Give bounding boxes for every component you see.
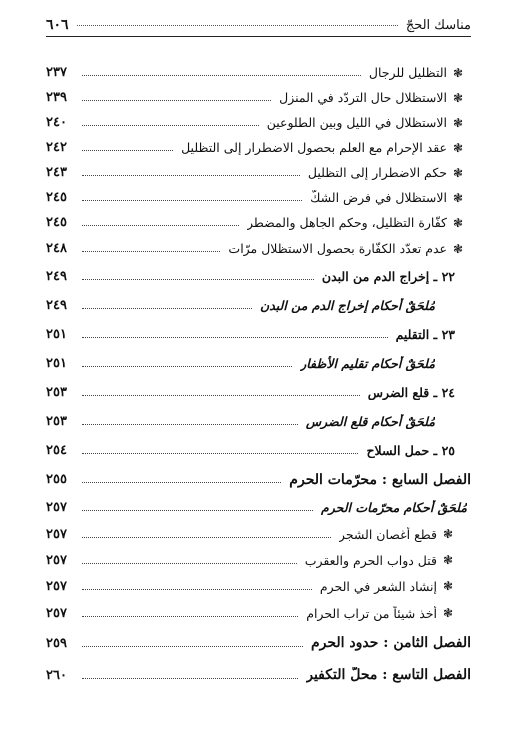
toc-entry-page: ٢٤٢ [46,140,67,155]
toc-leader-dots [82,537,331,538]
toc-entry-page: ٢٤٣ [46,165,67,180]
table-of-contents [46,60,471,691]
toc-entry [46,235,471,262]
toc-entry-page: ٢٥٧ [46,526,67,542]
toc-entry [46,407,471,436]
running-title: مناسك الحجّ [405,17,471,33]
toc-leader-dots [82,678,298,679]
toc-entry-page: ٢٥٧ [46,605,67,621]
toc-chapter [46,465,471,494]
toc-entry-title: قتل دواب الحرم والعقرب [304,552,437,568]
toc-leader-dots [82,279,314,280]
toc-entry-title: مُلحَقٌ أحكام إخراج الدم من البدن [260,298,435,313]
toc-entry-page: ٢٤٥ [46,215,67,230]
toc-leader-dots [82,453,358,454]
toc-chapter [46,659,471,691]
toc-entry-page: ٢٥١ [46,356,67,371]
toc-entry-page: ٢٥١ [46,327,67,342]
toc-entry-title: الاستظلال في الليل وبين الطلوعين [266,115,447,130]
toc-entry [46,599,471,627]
toc-chapter [46,627,471,659]
toc-leader-dots [82,225,239,226]
page-number: ٦٠٦ [46,17,69,33]
toc-entry-title: التظليل للرجال [368,65,447,80]
toc-entry-page: ٢٥٧ [46,500,67,515]
toc-entry [46,85,471,110]
toc-entry-title: مُلحَقٌ أحكام محرّمات الحرم [321,500,467,515]
flower-bullet-icon: ❃ [442,527,454,541]
toc-entry-title: ٢٥ ـ حمل السلاح [366,443,455,458]
toc-entry [46,185,471,210]
toc-leader-dots [82,616,298,617]
toc-leader-dots [82,175,300,176]
toc-leader-dots [82,563,297,564]
toc-chapter-title: الفصل التاسع : محلّ التكفير [306,667,471,683]
flower-bullet-icon: ❃ [452,90,464,105]
toc-entry [46,160,471,185]
header-leader-dots [77,25,398,26]
toc-entry-title: قطع أغصان الشجر [338,526,437,542]
toc-entry-title: حكم الاضطرار إلى التظليل [307,165,447,180]
flower-bullet-icon: ❃ [452,190,464,205]
toc-leader-dots [82,100,271,101]
toc-entry-page: ٢٥٣ [46,385,67,400]
toc-entry-title: الاستظلال حال التردّد في المنزل [279,90,447,105]
toc-entry-page: ٢٥٤ [46,443,67,458]
flower-bullet-icon: ❃ [442,606,454,620]
toc-entry-page: ٢٥٣ [46,414,67,429]
toc-entry-page: ٢٣٧ [46,65,67,80]
toc-entry-title: عدم تعدّد الكفّارة بحصول الاستظلال مرّات [228,241,447,256]
toc-entry [46,262,471,291]
toc-entry [46,60,471,85]
toc-entry [46,210,471,235]
toc-leader-dots [82,395,360,396]
toc-entry-page: ٢٤٩ [46,269,67,284]
toc-entry [46,494,471,521]
toc-leader-dots [82,125,259,126]
toc-entry-title: ٢٢ ـ إخراج الدم من البدن [321,269,455,284]
flower-bullet-icon: ❃ [442,553,454,567]
toc-leader-dots [82,589,312,590]
toc-entry [46,110,471,135]
toc-leader-dots [82,251,220,252]
toc-leader-dots [82,75,361,76]
toc-entry [46,521,471,547]
flower-bullet-icon: ❃ [452,215,464,230]
toc-leader-dots [82,308,252,309]
toc-leader-dots [82,200,302,201]
toc-entry-title: إنشاد الشعر في الحرم [319,578,437,594]
toc-entry-page: ٢٥٩ [46,635,67,651]
toc-entry [46,320,471,349]
toc-entry-title: ٢٤ ـ قلع الضرس [367,385,455,400]
toc-entry [46,291,471,320]
toc-entry-page: ٢٤٨ [46,241,67,256]
toc-leader-dots [82,337,388,338]
toc-leader-dots [82,482,281,483]
toc-entry [46,547,471,573]
toc-entry-title: أخذ شيئاً من تراب الحرام [306,605,437,621]
toc-leader-dots [82,510,313,511]
page-header [46,14,471,37]
toc-chapter-title: الفصل السابع : محرّمات الحرم [289,471,471,488]
toc-entry-title: كفّارة التظليل، وحكم الجاهل والمضطر [246,215,447,230]
flower-bullet-icon: ❃ [452,241,464,256]
flower-bullet-icon: ❃ [452,140,464,155]
toc-entry-page: ٢٤٩ [46,298,67,313]
toc-entry-page: ٢٦٠ [46,667,67,683]
flower-bullet-icon: ❃ [442,579,454,593]
toc-entry-title: عقد الإحرام مع العلم بحصول الاضطرار إلى التظليل [181,140,447,155]
toc-entry [46,378,471,407]
toc-entry-title: مُلحَقٌ أحكام قلع الضرس [305,414,435,429]
toc-entry-title: الاستظلال في فرض الشكّ [310,190,447,205]
toc-entry-page: ٢٥٧ [46,578,67,594]
toc-entry [46,573,471,599]
toc-entry-title: مُلحَقٌ أحكام تقليم الأظفار [300,356,435,371]
toc-entry [46,436,471,465]
toc-entry-page: ٢٤٠ [46,115,67,130]
flower-bullet-icon: ❃ [452,115,464,130]
toc-entry-page: ٢٥٧ [46,552,67,568]
toc-entry [46,349,471,378]
toc-entry-page: ٢٥٥ [46,472,67,487]
toc-leader-dots [82,424,298,425]
flower-bullet-icon: ❃ [452,165,464,180]
toc-chapter-title: الفصل الثامن : حدود الحرم [310,635,471,651]
toc-entry-page: ٢٣٩ [46,90,67,105]
toc-leader-dots [82,150,173,151]
flower-bullet-icon: ❃ [452,65,464,80]
toc-entry-title: ٢٣ ـ التقليم [395,327,455,342]
toc-leader-dots [82,646,303,647]
toc-entry-page: ٢٤٥ [46,190,67,205]
toc-leader-dots [82,366,292,367]
toc-entry [46,135,471,160]
